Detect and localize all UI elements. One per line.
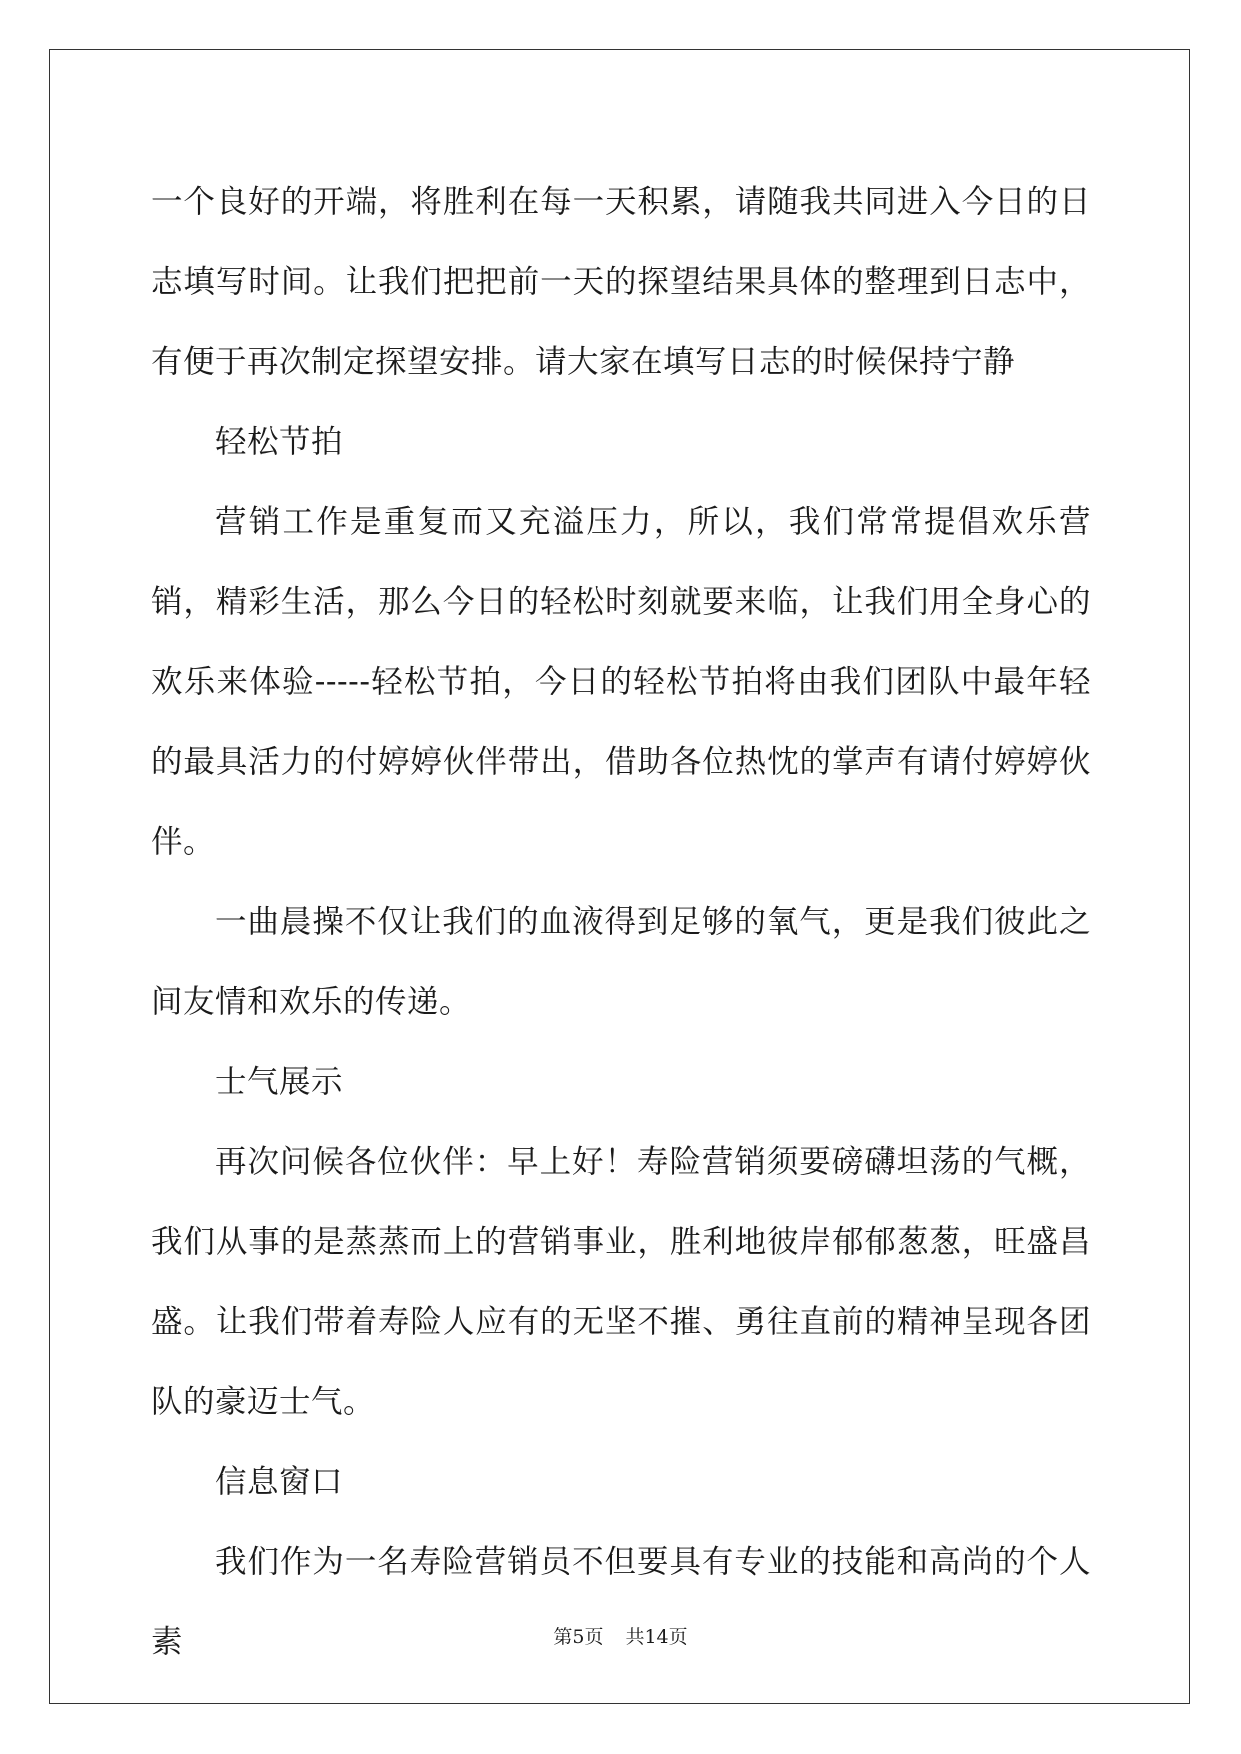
paragraph-relax-rhythm: 营销工作是重复而又充溢压力，所以，我们常常提倡欢乐营销，精彩生活，那么今日的轻松时刻就要来临，让我们用全身心的欢乐来体验-----轻松节拍，今日的轻松节拍将由我们团队中最年轻的最具活力的付婷婷伙伴带出，借助各位热忱的掌声有请付婷婷伙伴。 (151, 504, 1091, 860)
paragraph-intro: 一个良好的开端，将胜利在每一天积累，请随我共同进入今日的日志填写时间。让我们把把前一天的探望结果具体的整理到日志中，有便于再次制定探望安排。请大家在填写日志的时候保持宁静 (151, 184, 1091, 380)
document-body (151, 162, 1091, 1682)
paragraph-info-window: 我们作为一名寿险营销员不但要具有专业的技能和高尚的个人素 (151, 1544, 1091, 1660)
paragraph-morale-show: 再次问候各位伙伴：早上好！寿险营销须要磅礴坦荡的气概，我们从事的是蒸蒸而上的营销事业，胜利地彼岸郁郁葱葱，旺盛昌盛。让我们带着寿险人应有的无坚不摧、勇往直前的精神呈现各团队的豪迈士气。 (151, 1144, 1091, 1420)
heading-info-window: 信息窗口 (215, 1464, 344, 1500)
heading-morale-show: 士气展示 (215, 1064, 344, 1100)
page-number: 第5页 (553, 1626, 604, 1648)
page-total: 共14页 (625, 1626, 688, 1648)
heading-relax-rhythm: 轻松节拍 (215, 424, 344, 460)
paragraph-morning-exercise: 一曲晨操不仅让我们的血液得到足够的氧气，更是我们彼此之间友情和欢乐的传递。 (151, 904, 1091, 1020)
page-footer (0, 1625, 1241, 1649)
